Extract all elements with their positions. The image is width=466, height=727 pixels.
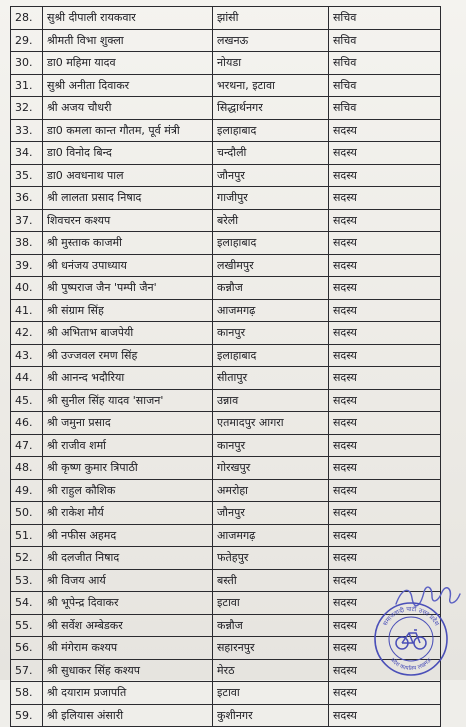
member-district: बरेली bbox=[213, 209, 329, 232]
table-row bbox=[11, 299, 441, 322]
member-post: सदस्य bbox=[329, 569, 441, 592]
serial-number: 47. bbox=[11, 434, 43, 457]
table-row bbox=[11, 367, 441, 390]
table-row bbox=[11, 187, 441, 210]
member-district: आजमगढ़ bbox=[213, 299, 329, 322]
serial-number: 35. bbox=[11, 164, 43, 187]
member-district: इटावा bbox=[213, 592, 329, 615]
serial-number: 43. bbox=[11, 344, 43, 367]
member-district: कन्नौज bbox=[213, 277, 329, 300]
member-district: चन्दौली bbox=[213, 142, 329, 165]
member-post: सचिव bbox=[329, 74, 441, 97]
serial-number: 59. bbox=[11, 704, 43, 727]
member-name: श्री कृष्ण कुमार त्रिपाठी bbox=[43, 457, 213, 480]
serial-number: 52. bbox=[11, 547, 43, 570]
member-name: श्री सुधाकर सिंह कश्यप bbox=[43, 659, 213, 682]
svg-text:प्रदेश कार्यालय लखनऊ bbox=[389, 657, 433, 672]
serial-number: 49. bbox=[11, 479, 43, 502]
member-post: सदस्य bbox=[329, 209, 441, 232]
member-district: जौनपुर bbox=[213, 164, 329, 187]
table-row bbox=[11, 254, 441, 277]
table-row bbox=[11, 457, 441, 480]
member-post: सदस्य bbox=[329, 322, 441, 345]
table-row bbox=[11, 232, 441, 255]
member-post: सदस्य bbox=[329, 254, 441, 277]
table-row bbox=[11, 7, 441, 30]
member-post: सदस्य bbox=[329, 187, 441, 210]
table-row bbox=[11, 569, 441, 592]
member-name: श्री उज्जवल रमण सिंह bbox=[43, 344, 213, 367]
serial-number: 45. bbox=[11, 389, 43, 412]
member-post: सदस्य bbox=[329, 704, 441, 727]
member-post: सदस्य bbox=[329, 479, 441, 502]
member-district: कन्नौज bbox=[213, 614, 329, 637]
table-row bbox=[11, 479, 441, 502]
member-post: सदस्य bbox=[329, 502, 441, 525]
serial-number: 32. bbox=[11, 97, 43, 120]
member-name: श्री अभिताभ बाजपेयी bbox=[43, 322, 213, 345]
serial-number: 53. bbox=[11, 569, 43, 592]
table-row bbox=[11, 389, 441, 412]
member-name: श्री राकेश मौर्य bbox=[43, 502, 213, 525]
member-district: लखीमपुर bbox=[213, 254, 329, 277]
member-district: कानपुर bbox=[213, 434, 329, 457]
member-district: अमरोहा bbox=[213, 479, 329, 502]
member-post: सदस्य bbox=[329, 457, 441, 480]
table-row bbox=[11, 524, 441, 547]
table-row bbox=[11, 119, 441, 142]
member-district: सीतापुर bbox=[213, 367, 329, 390]
member-district: गाजीपुर bbox=[213, 187, 329, 210]
member-post: सदस्य bbox=[329, 637, 441, 660]
member-post: सचिव bbox=[329, 29, 441, 52]
serial-number: 50. bbox=[11, 502, 43, 525]
member-name: श्री धनंजय उपाध्याय bbox=[43, 254, 213, 277]
member-name: श्री संग्राम सिंह bbox=[43, 299, 213, 322]
serial-number: 38. bbox=[11, 232, 43, 255]
serial-number: 29. bbox=[11, 29, 43, 52]
seal-text-bottom: प्रदेश कार्यालय लखनऊ bbox=[388, 657, 434, 673]
serial-number: 37. bbox=[11, 209, 43, 232]
table-row bbox=[11, 704, 441, 727]
member-name: डा0 कमला कान्त गौतम, पूर्व मंत्री bbox=[43, 119, 213, 142]
member-post: सचिव bbox=[329, 97, 441, 120]
member-district: बस्ती bbox=[213, 569, 329, 592]
serial-number: 31. bbox=[11, 74, 43, 97]
serial-number: 40. bbox=[11, 277, 43, 300]
member-post: सदस्य bbox=[329, 367, 441, 390]
member-post: सदस्य bbox=[329, 389, 441, 412]
member-name: श्री इलियास अंसारी bbox=[43, 704, 213, 727]
member-district: भरथना, इटावा bbox=[213, 74, 329, 97]
member-district: जौनपुर bbox=[213, 502, 329, 525]
member-post: सदस्य bbox=[329, 547, 441, 570]
member-name: श्री लालता प्रसाद निषाद bbox=[43, 187, 213, 210]
serial-number: 48. bbox=[11, 457, 43, 480]
member-post: सदस्य bbox=[329, 164, 441, 187]
member-name: डा0 विनोद बिन्द bbox=[43, 142, 213, 165]
member-post: सदस्य bbox=[329, 434, 441, 457]
member-name: श्री दयाराम प्रजापति bbox=[43, 682, 213, 705]
member-post: सदस्य bbox=[329, 232, 441, 255]
table-row bbox=[11, 502, 441, 525]
member-district: इलाहाबाद bbox=[213, 119, 329, 142]
member-district: उन्नाव bbox=[213, 389, 329, 412]
member-district: एतमादपुर आगरा bbox=[213, 412, 329, 435]
member-name: श्री विजय आर्य bbox=[43, 569, 213, 592]
member-district: कानपुर bbox=[213, 322, 329, 345]
member-name: सुश्री दीपाली रायकवार bbox=[43, 7, 213, 30]
member-district: नोयडा bbox=[213, 52, 329, 75]
table-row bbox=[11, 142, 441, 165]
member-name: श्री पुष्पराज जैन 'पम्पी जैन' bbox=[43, 277, 213, 300]
table-row bbox=[11, 412, 441, 435]
member-district: इटावा bbox=[213, 682, 329, 705]
member-district: फतेहपुर bbox=[213, 547, 329, 570]
table-row bbox=[11, 97, 441, 120]
member-name: श्री जमुना प्रसाद bbox=[43, 412, 213, 435]
member-post: सदस्य bbox=[329, 614, 441, 637]
serial-number: 28. bbox=[11, 7, 43, 30]
member-district: सहारनपुर bbox=[213, 637, 329, 660]
member-name: श्री आनन्द भदौरिया bbox=[43, 367, 213, 390]
table-row bbox=[11, 52, 441, 75]
table-row bbox=[11, 164, 441, 187]
serial-number: 42. bbox=[11, 322, 43, 345]
member-post: सदस्य bbox=[329, 524, 441, 547]
member-post: सदस्य bbox=[329, 592, 441, 615]
table-row bbox=[11, 434, 441, 457]
table-row bbox=[11, 74, 441, 97]
serial-number: 44. bbox=[11, 367, 43, 390]
member-post: सदस्य bbox=[329, 277, 441, 300]
member-district: मेरठ bbox=[213, 659, 329, 682]
member-post: सचिव bbox=[329, 7, 441, 30]
member-district: इलाहाबाद bbox=[213, 344, 329, 367]
member-name: श्री सुनील सिंह यादव 'साजन' bbox=[43, 389, 213, 412]
table-row bbox=[11, 29, 441, 52]
member-post: सचिव bbox=[329, 52, 441, 75]
party-seal bbox=[372, 600, 450, 678]
serial-number: 56. bbox=[11, 637, 43, 660]
serial-number: 57. bbox=[11, 659, 43, 682]
serial-number: 55. bbox=[11, 614, 43, 637]
serial-number: 46. bbox=[11, 412, 43, 435]
member-district: आजमगढ़ bbox=[213, 524, 329, 547]
member-name: श्री दलजीत निषाद bbox=[43, 547, 213, 570]
serial-number: 39. bbox=[11, 254, 43, 277]
member-post: सदस्य bbox=[329, 299, 441, 322]
member-name: डा0 अवधनाथ पाल bbox=[43, 164, 213, 187]
member-name: श्री भूपेन्द्र दिवाकर bbox=[43, 592, 213, 615]
serial-number: 51. bbox=[11, 524, 43, 547]
member-name: सुश्री अनीता दिवाकर bbox=[43, 74, 213, 97]
member-post: सदस्य bbox=[329, 682, 441, 705]
member-name: श्री राजीव शर्मा bbox=[43, 434, 213, 457]
member-name: श्री मंगेराम कश्यप bbox=[43, 637, 213, 660]
table-row bbox=[11, 547, 441, 570]
serial-number: 36. bbox=[11, 187, 43, 210]
serial-number: 54. bbox=[11, 592, 43, 615]
member-district: इलाहाबाद bbox=[213, 232, 329, 255]
member-post: सदस्य bbox=[329, 142, 441, 165]
table-row bbox=[11, 682, 441, 705]
table-row bbox=[11, 277, 441, 300]
member-post: सदस्य bbox=[329, 659, 441, 682]
member-post: सदस्य bbox=[329, 412, 441, 435]
table-row bbox=[11, 209, 441, 232]
table-row bbox=[11, 322, 441, 345]
member-district: लखनऊ bbox=[213, 29, 329, 52]
serial-number: 34. bbox=[11, 142, 43, 165]
seal-text-top: समाजवादी पार्टी उत्तर प्रदेश bbox=[381, 605, 441, 628]
member-district: गोरखपुर bbox=[213, 457, 329, 480]
member-district: झांसी bbox=[213, 7, 329, 30]
bicycle-icon bbox=[396, 630, 426, 649]
member-name: श्री सर्वेश अम्बेडकर bbox=[43, 614, 213, 637]
member-name: श्री नफीस अहमद bbox=[43, 524, 213, 547]
member-name: श्री अजय चौधरी bbox=[43, 97, 213, 120]
member-post: सदस्य bbox=[329, 344, 441, 367]
member-name: श्री राहुल कौशिक bbox=[43, 479, 213, 502]
member-post: सदस्य bbox=[329, 119, 441, 142]
serial-number: 33. bbox=[11, 119, 43, 142]
serial-number: 30. bbox=[11, 52, 43, 75]
member-name: श्री मुस्ताक काजमी bbox=[43, 232, 213, 255]
member-name: श्रीमती विभा शुक्ला bbox=[43, 29, 213, 52]
member-name: डा0 महिमा यादव bbox=[43, 52, 213, 75]
serial-number: 41. bbox=[11, 299, 43, 322]
table-row bbox=[11, 344, 441, 367]
serial-number: 58. bbox=[11, 682, 43, 705]
member-name: शिवचरन कश्यप bbox=[43, 209, 213, 232]
member-district: सिद्धार्थनगर bbox=[213, 97, 329, 120]
member-district: कुशीनगर bbox=[213, 704, 329, 727]
